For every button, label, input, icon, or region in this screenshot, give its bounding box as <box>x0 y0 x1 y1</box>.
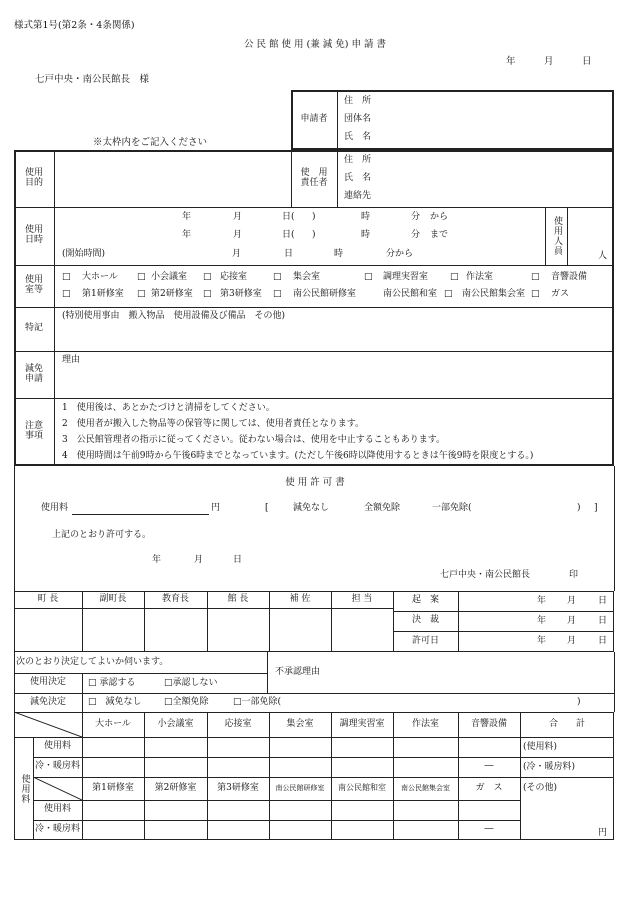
responsible-name-label: 氏 名 <box>344 173 372 183</box>
fee-col-training-1: 第1研修室 <box>92 782 134 793</box>
fee-col-reception: 応接室 <box>224 718 252 729</box>
special-note: (特別使用事由 搬入物品 使用設備及び備品 その他) <box>62 311 286 321</box>
fee-row-aircon-2: 冷・暖房料 <box>34 824 80 835</box>
fee-row-usage-2: 使用料 <box>43 804 71 815</box>
step-decision: 決 裁 <box>411 615 439 626</box>
partial-exemption-checkbox[interactable]: □一部免除( <box>233 697 282 707</box>
approval-header-staff: 担 当 <box>351 593 373 604</box>
fee-col-cooking: 調理実習室 <box>339 718 385 729</box>
purpose-label: 使用 目的 <box>24 168 43 188</box>
total-aircon-label: (冷・暖房料) <box>523 762 576 772</box>
approval-header-assistant: 補 佐 <box>289 593 311 604</box>
approval-header-mayor: 町 長 <box>37 593 59 604</box>
step-draft: 起 案 <box>411 595 439 606</box>
room-checkbox[interactable]: □ <box>62 272 71 282</box>
fee-col-sound: 音響設備 <box>470 718 507 729</box>
reject-reason-label: 不承認理由 <box>275 667 321 677</box>
room-checkbox[interactable]: □ <box>203 289 212 299</box>
room-checkbox[interactable]: □ <box>137 272 146 282</box>
fee-col-training-2: 第2研修室 <box>154 782 197 793</box>
note-item-4: 4 使用時間は午前9時から午後6時までとなっています。(ただし午後6時以降使用するときは午後9時を限度とする。) <box>62 451 534 461</box>
reject-checkbox[interactable]: □承認しない <box>164 678 218 688</box>
fee-col-south-assembly: 南公民館集会室 <box>401 783 450 792</box>
responsible-contact-label: 連絡先 <box>344 191 372 201</box>
use-decision-label: 使用決定 <box>29 677 66 688</box>
fee-col-gas: ガ ス <box>475 782 503 793</box>
users-unit: 人 <box>598 251 608 261</box>
partial-exemption-close: ) <box>577 697 581 707</box>
decision-ask: 次のとおり決定してよいか伺います。 <box>16 657 169 667</box>
room-checkbox[interactable]: □ <box>273 272 282 282</box>
fee-col-total: 合 計 <box>548 718 585 729</box>
notes-label: 注意 事項 <box>24 421 43 441</box>
fees-side-label: 使用料 <box>19 774 30 804</box>
applicant-name-label: 氏 名 <box>344 132 372 142</box>
room-checkbox[interactable]: □ <box>364 272 373 282</box>
instruction-note: ※太枠内をご記入ください <box>93 137 208 148</box>
fee-col-small-meeting: 小会議室 <box>157 718 194 729</box>
note-item-3: 3 公民館管理者の指示に従ってください。従わない場合は、使用を中止することもあります。 <box>62 435 446 445</box>
header-slash <box>14 712 82 737</box>
sound-aircon-dash: ― <box>484 761 494 772</box>
addressee: 七戸中央・南公民館長 様 <box>35 74 150 85</box>
rooms-label: 使用 室等 <box>24 275 43 295</box>
application-date: 年 月 日 <box>506 56 592 67</box>
fee-col-south-japanese: 南公民館和室 <box>338 783 386 793</box>
approval-header-education: 教育長 <box>161 593 189 604</box>
gas-aircon-dash: ― <box>484 824 494 835</box>
room-checkbox[interactable]: □ <box>273 289 282 299</box>
step-permit-date: 許可日 <box>411 635 439 646</box>
permit-seal: 印 <box>569 570 579 580</box>
users-label: 使用人員 <box>551 216 562 256</box>
note-item-1: 1 使用後は、あとかたづけと清掃をしてください。 <box>62 403 275 413</box>
room-checkbox[interactable]: □ <box>531 272 540 282</box>
reduction-reason: 理由 <box>62 355 81 365</box>
responsible-address-label: 住 所 <box>344 155 372 165</box>
permit-issuer: 七戸中央・南公民館長 <box>440 570 531 580</box>
permit-fee-underline <box>72 514 209 515</box>
permit-title: 使 用 許 可 書 <box>285 477 345 488</box>
approval-header-director: 館 長 <box>227 593 249 604</box>
permit-fee-label: 使用料 <box>41 503 69 513</box>
fee-col-training-3: 第3研修室 <box>217 782 259 793</box>
fee-col-south-training: 南公民館研修室 <box>275 783 325 792</box>
total-other-label: (その他) <box>523 783 558 793</box>
room-checkbox[interactable]: □ <box>137 289 146 299</box>
total-usage-label: (使用料) <box>523 742 558 752</box>
header-slash <box>33 777 82 800</box>
approval-header-deputy: 副町長 <box>99 593 127 604</box>
permit-fee-unit: 円 <box>211 503 221 513</box>
note-item-2: 2 使用者が搬入した物品等の保管等に関しては、使用者責任となります。 <box>62 419 365 429</box>
reduce-decision-label: 減免決定 <box>29 696 66 707</box>
responsible-label: 使 用 責任者 <box>300 168 328 188</box>
fee-col-assembly: 集会室 <box>286 718 314 729</box>
applicant-group-label: 団体名 <box>344 114 372 124</box>
fee-col-etiquette: 作法室 <box>411 718 439 729</box>
fee-row-aircon: 冷・暖房料 <box>34 761 80 772</box>
room-checkbox[interactable]: □ <box>62 289 71 299</box>
room-checkbox[interactable]: □ <box>450 272 459 282</box>
full-exemption-checkbox[interactable]: □全額免除 <box>164 697 209 707</box>
permit-statement: 上記のとおり許可する。 <box>52 530 152 540</box>
fee-row-usage: 使用料 <box>43 741 71 752</box>
applicant-label: 申請者 <box>300 114 328 125</box>
approve-checkbox[interactable]: □ 承認する <box>88 678 136 688</box>
no-reduction-checkbox[interactable]: □ 減免なし <box>88 697 142 707</box>
fee-col-hall: 大ホール <box>95 718 131 729</box>
page-title: 公 民 館 使 用 (兼 減 免) 申 請 書 <box>243 39 387 50</box>
special-label: 特記 <box>24 323 43 334</box>
applicant-address-label: 住 所 <box>344 96 372 106</box>
total-yen: 円 <box>598 828 608 838</box>
datetime-label: 使用 日時 <box>24 225 43 245</box>
room-checkbox[interactable]: □ <box>203 272 212 282</box>
room-checkbox[interactable]: □ <box>444 289 453 299</box>
applicant-box <box>291 90 614 150</box>
reduction-label: 減免 申請 <box>24 363 43 384</box>
room-checkbox[interactable]: □ <box>531 289 540 299</box>
form-number: 様式第1号(第2条・4条関係) <box>14 20 135 31</box>
